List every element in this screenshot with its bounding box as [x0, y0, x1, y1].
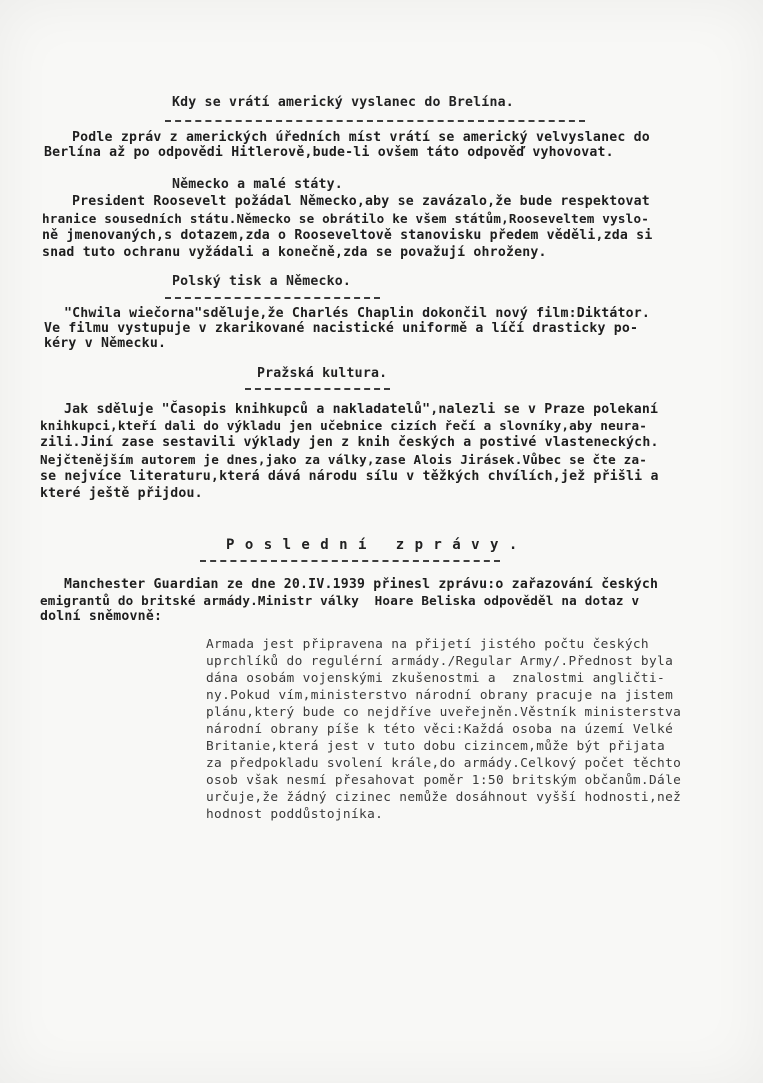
quote-line: Armada jest připravena na přijetí jistého počtu českých [206, 637, 649, 652]
heading-underline [200, 560, 500, 562]
text-line: President Roosevelt požádal Německo,aby se zavázalo,že bude respektovat [72, 194, 650, 209]
text-line: zili.Jiní zase sestavili výklady jen z knih českých a postivé vlasteneckých. [40, 435, 659, 450]
text-line: které ještě přijdou. [40, 486, 203, 501]
quote-line: plánu,který bude co nejdříve uveřejněn.Věstník ministerstva [206, 705, 682, 720]
text-line: dolní sněmovně: [40, 609, 163, 624]
quote-line: hodnost poddůstojníka. [206, 807, 384, 822]
heading-underline [165, 297, 380, 299]
text-line: snad tuto ochranu vyžádali a konečně,zda se považují ohroženy. [42, 245, 547, 260]
heading-underline [245, 388, 390, 390]
section-heading: Kdy se vrátí americký vyslanec do Brelína. [172, 95, 514, 110]
text-line: emigrantů do britské armády.Ministr války Hoare Beliska odpověděl na dotaz v [40, 593, 640, 608]
quote-line: ny.Pokud vím,ministerstvo národní obrany pracuje na jistem [206, 688, 674, 703]
text-line: Podle zpráv z amerických úředních míst vrátí se americký velvyslanec do [72, 130, 650, 145]
section-heading: Pražská kultura. [257, 366, 388, 381]
quote-line: Britanie,která jest v tuto dobu cizincem,může být přijata [206, 739, 666, 754]
quote-line: osob však nesmí přesahovat poměr 1:50 britským občanům.Dále [206, 773, 682, 788]
quote-line: určuje,že žádný cizinec nemůže dosáhnout vyšší hodnosti,než [206, 790, 682, 805]
section-heading: Polský tisk a Německo. [172, 274, 352, 289]
text-line: hranice sousedních státu.Německo se obrátilo ke všem státům,Rooseveltem vyslo- [42, 211, 650, 226]
quote-line: za předpokladu svolení krále,do armády.Celkový počet těchto [206, 756, 682, 771]
text-line: Nejčtenějším autorem je dnes,jako za války,zase Alois Jirásek.Vůbec se čte za- [40, 452, 648, 467]
section-heading: Německo a malé státy. [172, 177, 343, 192]
text-line: se nejvíce literaturu,která dává národu sílu v těžkých chvílích,jež přišli a [40, 469, 659, 484]
text-line: Ve filmu vystupuje v zkarikované nacistické uniformě a líčí drasticky po- [44, 321, 639, 336]
section-heading: P o s l e d n í z p r á v y . [226, 537, 519, 553]
text-line: Jak sděluje "Časopis knihkupců a nakladatelů",nalezli se v Praze polekaní [64, 402, 659, 417]
quote-line: uprchlíků do regulérní armády./Regular Army/.Přednost byla [206, 654, 674, 669]
text-line: "Chwila wiečorna"sděluje,že Charlés Chaplin dokončil nový film:Diktátor. [64, 306, 651, 321]
quote-line: národní obrany píše k této věci:Každá osoba na území Velké [206, 722, 674, 737]
text-line: kéry v Německu. [44, 336, 167, 351]
text-line: Manchester Guardian ze dne 20.IV.1939 přinesl zprávu:o zařazování českých [64, 577, 659, 592]
text-line: knihkupci,kteří dali do výkladu jen učebnice cizích řečí a slovníky,aby neura- [40, 418, 648, 433]
quote-line: dána osobám vojenskými zkušenostmi a znalostmi angličti- [206, 671, 666, 686]
text-line: ně jmenovaných,s dotazem,zda o Rooseveltově stanovisku předem věděli,zda si [42, 228, 653, 243]
text-line: Berlína až po odpovědi Hitlerově,bude-li ovšem táto odpověď vyhovovat. [44, 145, 614, 160]
heading-underline [165, 120, 585, 122]
